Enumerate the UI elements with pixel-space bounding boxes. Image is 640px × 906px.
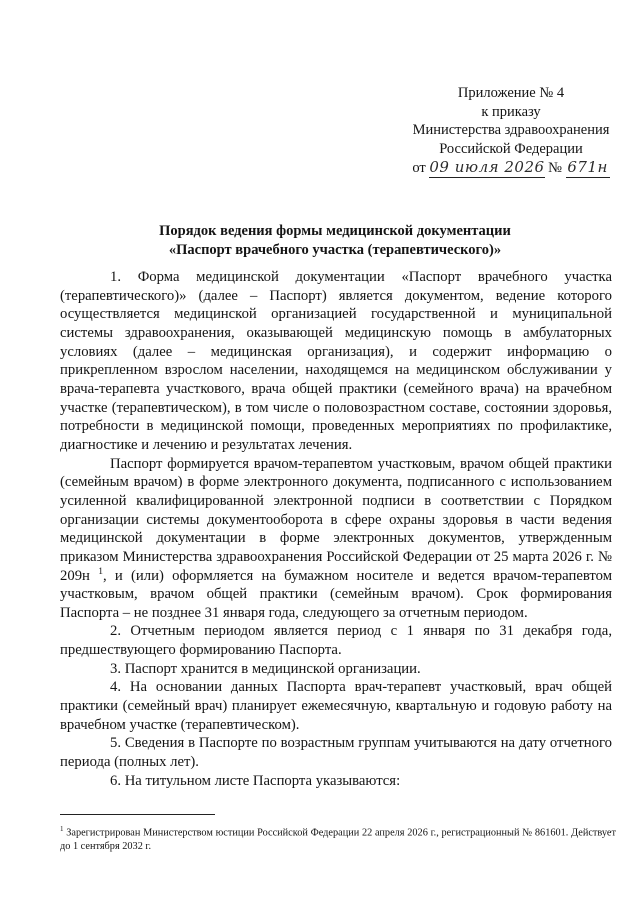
document-title <box>60 222 610 260</box>
document-body <box>60 268 612 790</box>
annex-header <box>396 84 626 178</box>
footnote-text: Зарегистрирован Министерством юстиции Российской Федерации 22 апреля 2026 г., регистрационный № 861601. Действует до 1 сентября 2032 г. <box>60 827 616 853</box>
date-prefix: от <box>412 160 426 177</box>
annex-ministry: Министерства здравоохранения <box>412 122 610 139</box>
paragraph-7: 6. На титульном листе Паспорта указываются: <box>110 772 401 789</box>
paragraph-5: 4. На основании данных Паспорта врач-терапевт участковый, врач общей практики (семейный врач) планирует ежемесячную, квартальную и годовую работу на врачебном участке (терапевтическом). <box>60 679 612 733</box>
number-prefix: № <box>548 160 563 177</box>
paragraph-2-text-a: Паспорт формируется врачом-терапевтом участковым, врачом общей практики (семейным врачом) в форме электронного документа, подписанного с использованием усиленной квалифицированной электронной подписи в соответствии с Порядком организации системы документооборота в сфере охраны здоровья в части ведения медицинской документации в форме электронных документов, утвержденным приказом Министерства здравоохранения Российской Федерации от 25 марта 2026 г. № 209н <box>60 455 612 584</box>
annex-date-line <box>396 158 626 178</box>
paragraph-4: 3. Паспорт хранится в медицинской организации. <box>110 660 421 677</box>
footnote-mark: 1 <box>60 825 64 833</box>
paragraph-2-text-b: , и (или) оформляется на бумажном носителе и ведется врачом-терапевтом участковым, врачом общей практики (семейным врачом). Срок формирования Паспорта – не позднее 31 января года, следующего за отчетным периодом. <box>60 567 612 621</box>
annex-number: Приложение № 4 <box>457 85 565 101</box>
handwritten-date: 09 июля 2026 <box>429 158 545 177</box>
footnote-reference: 1 <box>98 566 103 577</box>
title-line-2: «Паспорт врачебного участка (терапевтического)» <box>168 242 502 258</box>
footnote <box>60 823 616 854</box>
paragraph-2 <box>60 455 612 623</box>
paragraph-6: 5. Сведения в Паспорте по возрастным группам учитываются на дату отчетного периода (полных лет). <box>60 735 612 771</box>
paragraph-3: 2. Отчетным периодом является период с 1 января по 31 декабря года, предшествующего формированию Паспорта. <box>60 623 612 659</box>
annex-country: Российской Федерации <box>439 140 583 157</box>
paragraph-1: 1. Форма медицинской документации «Паспорт врачебного участка (терапевтического)» (далее – Паспорт) является документом, ведение которого осуществляется медицинской организацией государственной и муниципальной системы здравоохранения, оказывающей медицинскую помощь в амбулаторных условиях (далее – медицинская организация), и содержит информацию о прикрепленном взрослом населении, находящемся на медицинском обслуживании у врача-терапевта участкового, врача общей практики (семейного врача) на врачебном участке (терапевтическом), в том числе о половозрастном составе, состоянии здоровья, потребности в медицинской помощи, проведенных мероприятиях по профилактике, диагностике и лечению и результатах лечения. <box>60 269 612 453</box>
title-line-1: Порядок ведения формы медицинской документации <box>159 223 511 239</box>
annex-order-ref: к приказу <box>481 103 541 120</box>
footnote-divider <box>60 814 215 815</box>
handwritten-order-number: 671н <box>567 158 608 177</box>
